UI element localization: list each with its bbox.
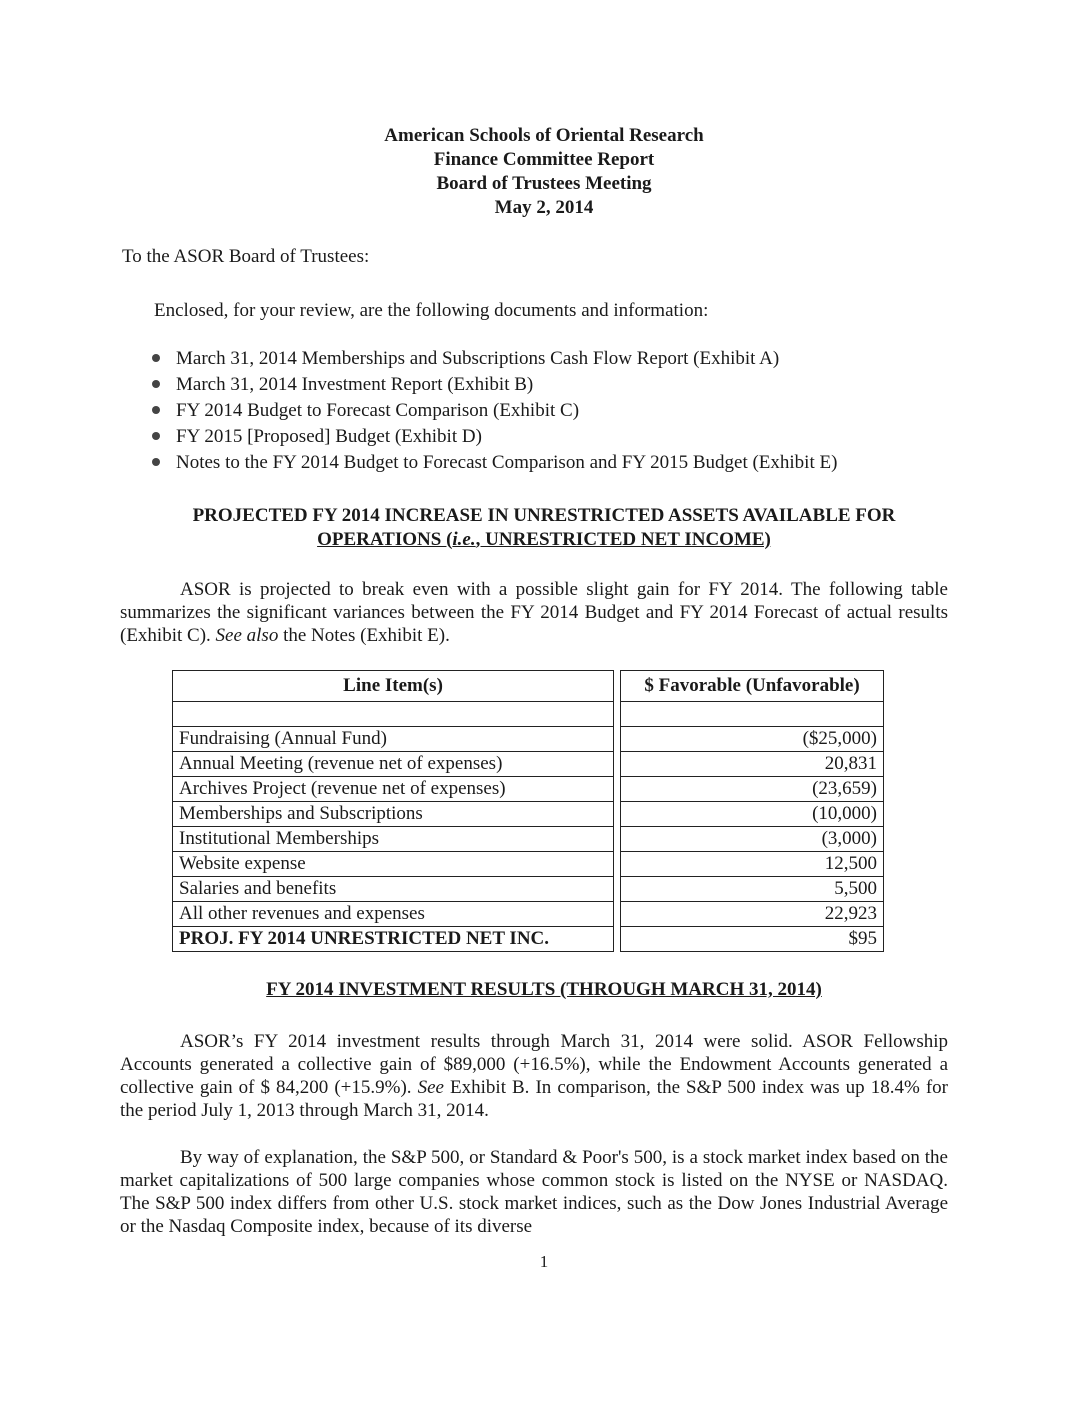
table-row: Website expense 12,500 <box>173 852 884 877</box>
salutation: To the ASOR Board of Trustees: <box>122 246 370 267</box>
list-item: March 31, 2014 Memberships and Subscriptions Cash Flow Report (Exhibit A) <box>152 346 837 372</box>
sp500-paragraph: By way of explanation, the S&P 500, or Standard & Poor's 500, is a stock market index based on the market capitalizations of 500 large companies whose common stock is listed on the NYSE or NASDAQ. The S&P 500 index differs from other U.S. stock market indices, such as the Dow Jones Industrial Average or the Nasdaq Composite index, because of its diverse <box>120 1147 948 1237</box>
table-row: All other revenues and expenses 22,923 <box>173 902 884 927</box>
table-row: Annual Meeting (revenue net of expenses) 20,831 <box>173 752 884 777</box>
bullet-icon <box>152 432 160 440</box>
list-item: FY 2015 [Proposed] Budget (Exhibit D) <box>152 424 837 450</box>
page-number: 1 <box>539 1252 549 1271</box>
section-heading-investments <box>0 978 1088 1002</box>
bullet-icon <box>152 380 160 388</box>
column-header-line-item: Line Item(s) <box>173 671 614 702</box>
intro-text: Enclosed, for your review, are the following documents and information: <box>154 300 709 321</box>
table-row: Institutional Memberships (3,000) <box>173 827 884 852</box>
bullet-icon <box>152 354 160 362</box>
bullet-icon <box>152 406 160 414</box>
report-header <box>0 124 1088 220</box>
table-row: Archives Project (revenue net of expenses) (23,659) <box>173 777 884 802</box>
net-income-paragraph: ASOR is projected to break even with a possible slight gain for FY 2014. The following table summarizes the significant variances between the FY 2014 Budget and FY 2014 Forecast of actual results (Exhibit C). See also the Notes (Exhibit E). <box>120 579 948 646</box>
meeting-name: Board of Trustees Meeting <box>436 173 652 194</box>
meeting-date: May 2, 2014 <box>494 197 594 218</box>
bullet-icon <box>152 458 160 466</box>
section-heading-net-income <box>0 504 1088 552</box>
enclosure-list <box>152 346 837 476</box>
list-item: FY 2014 Budget to Forecast Comparison (Exhibit C) <box>152 398 837 424</box>
section-heading-line: FY 2014 INVESTMENT RESULTS (THROUGH MARCH 31, 2014) <box>266 979 822 1000</box>
table-total-row: PROJ. FY 2014 UNRESTRICTED NET INC. $95 <box>173 927 884 952</box>
table-row: Salaries and benefits 5,500 <box>173 877 884 902</box>
list-item: March 31, 2014 Investment Report (Exhibit B) <box>152 372 837 398</box>
table-row <box>173 702 884 727</box>
org-name: American Schools of Oriental Research <box>384 125 704 146</box>
table-header-row <box>173 671 884 702</box>
section-heading-line: OPERATIONS (i.e., UNRESTRICTED NET INCOME) <box>317 529 771 550</box>
report-title: Finance Committee Report <box>433 149 655 170</box>
list-item: Notes to the FY 2014 Budget to Forecast Comparison and FY 2015 Budget (Exhibit E) <box>152 450 837 476</box>
table-row: Fundraising (Annual Fund) ($25,000) <box>173 727 884 752</box>
variance-table <box>172 670 884 952</box>
section-heading-line: PROJECTED FY 2014 INCREASE IN UNRESTRICTED ASSETS AVAILABLE FOR <box>192 505 896 526</box>
column-header-amount: $ Favorable (Unfavorable) <box>621 671 884 702</box>
table-row: Memberships and Subscriptions (10,000) <box>173 802 884 827</box>
investment-paragraph: ASOR’s FY 2014 investment results through March 31, 2014 were solid. ASOR Fellowship Accounts generated a collective gain of $89,000 (+16.5%), while the Endowment Accounts generated a collective gain of $ 84,200 (+15.9%). See Exhibit B. In comparison, the S&P 500 index was up 18.4% for the period July 1, 2013 through March 31, 2014. <box>120 1031 949 1121</box>
